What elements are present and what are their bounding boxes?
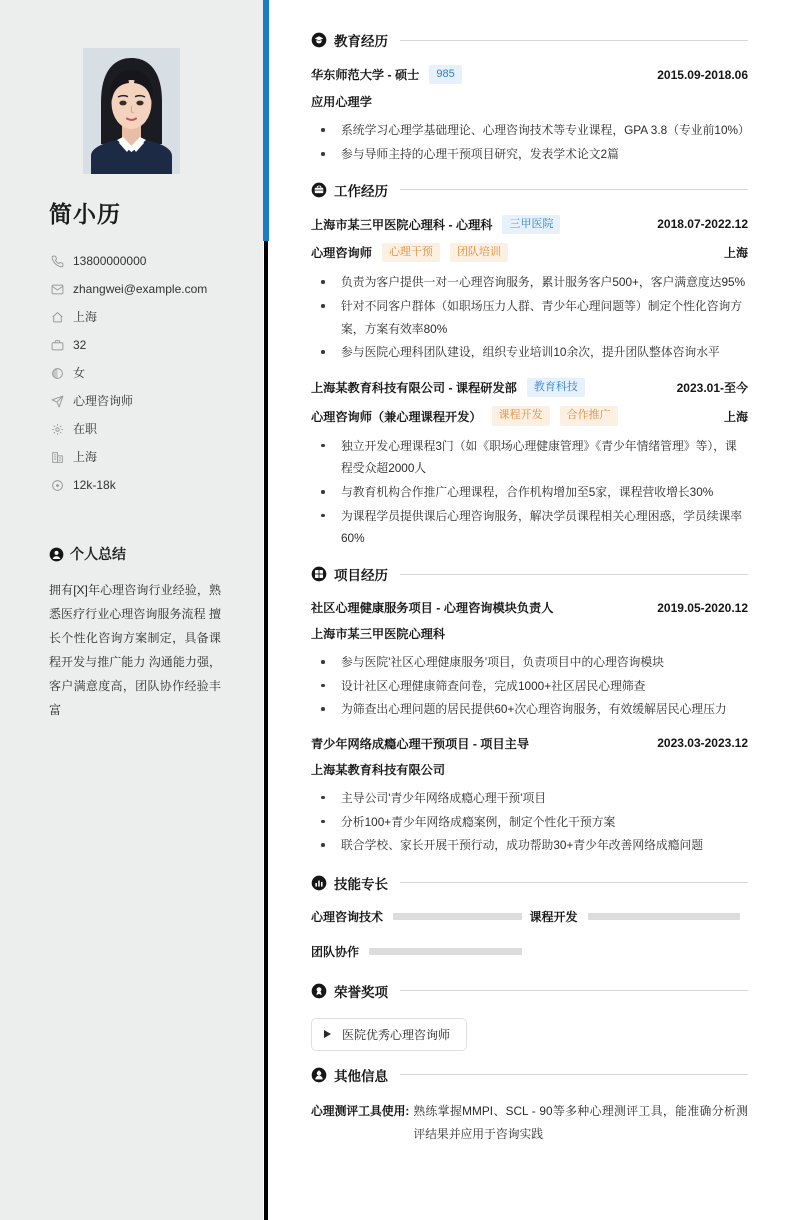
work-role-row [311,243,748,262]
work-role-tag: 团队培训 [450,243,508,262]
main-content [263,0,794,1220]
work-date: 2018.07-2022.12 [657,217,748,232]
skill-name: 心理咨询技术 [311,909,384,924]
section-skills [311,873,748,978]
project-title: 青少年网络成瘾心理干预项目 - 项目主导 [311,736,530,751]
work-role-tag: 合作推广 [560,406,618,425]
skills-grid [311,908,748,978]
project-bullet: 为筛查出心理问题的居民提供60+次心理咨询服务，有效缓解居民心理压力 [313,698,748,721]
work-location: 上海 [723,409,748,424]
status-icon [49,421,66,438]
work-entry-header [311,378,748,397]
project-bullets [313,651,748,721]
section-header-education [311,30,748,50]
work-bullets [313,435,748,550]
section-rule [400,1074,748,1075]
section-title-work: 工作经历 [334,183,388,199]
paper-plane-icon [49,393,66,410]
contact-item-hometown [49,303,263,331]
section-rule [400,882,748,883]
work-circle-icon [311,182,327,198]
project-org: 上海某教育科技有限公司 [311,762,446,777]
section-projects [311,564,748,857]
project-bullets [313,787,748,857]
project-entry [311,599,748,721]
briefcase-icon [49,337,66,354]
skill-progress-track [588,913,740,920]
project-bullet: 主导公司'青少年网络成瘾心理干预'项目 [313,787,748,810]
work-role-tag: 课程开发 [492,406,550,425]
project-entry-header [311,599,748,616]
play-triangle-icon [324,1030,331,1038]
work-bullet: 为课程学员提供课后心理咨询服务，解决学员课程相关心理困惑，学员续课率60% [313,505,748,550]
project-title: 社区心理健康服务项目 - 心理咨询模块负责人 [311,601,554,615]
education-bullets [313,119,748,165]
work-role-left [311,406,618,425]
contact-value-target-role: 心理咨询师 [73,393,134,408]
education-bullet: 系统学习心理学基础理论、心理咨询技术等专业课程，GPA 3.8（专业前10%） [313,119,748,142]
work-location: 上海 [723,246,748,261]
skill-progress-track [393,913,521,920]
personal-summary-title: 个人总结 [70,546,126,562]
work-bullet: 参与医院心理科团队建设，组织专业培训10余次，提升团队整体咨询水平 [313,341,748,364]
avatar [83,48,180,174]
section-header-skills [311,873,748,893]
education-entry-header [311,65,748,84]
contact-value-age: 32 [73,337,87,352]
section-header-work [311,180,748,200]
education-tag: 985 [429,65,461,84]
skill-name: 团队协作 [311,944,360,959]
project-entry [311,735,748,857]
project-date: 2023.03-2023.12 [657,736,748,751]
accent-bar-lower [264,241,268,1220]
honor-chip[interactable] [311,1018,467,1051]
section-title-other-info: 其他信息 [334,1068,388,1084]
personal-summary-text: 拥有[X]年心理咨询行业经验，熟悉医疗行业心理咨询服务流程 擅长个性化咨询方案制定，具备课程开发与推广能力 沟通能力强，客户满意度高，团队协作经验丰富 [49,583,221,717]
contact-value-salary: 12k-18k [73,477,116,492]
contact-item-status [49,415,263,443]
skill-name: 课程开发 [529,909,578,924]
contact-item-salary [49,471,263,499]
personal-summary-section [49,544,221,722]
phone-icon [49,253,66,270]
personal-summary-header [49,544,221,564]
skill-progress-track [369,948,521,955]
graduation-circle-icon [311,32,327,48]
work-role-tag: 心理干预 [382,243,440,262]
work-company: 上海市某三甲医院心理科 - 心理科 [311,217,493,232]
contact-value-gender: 女 [73,365,86,380]
contact-item-city [49,443,263,471]
contact-item-gender [49,359,263,387]
section-header-projects [311,564,748,584]
section-education [311,30,748,166]
contact-item-email [49,275,263,303]
work-entry-left [311,215,560,234]
contact-value-status: 在职 [73,421,98,436]
work-role-row [311,406,748,425]
section-other-info [311,1065,748,1146]
work-bullet: 与教育机构合作推广心理课程，合作机构增加至5家，课程营收增长30% [313,481,748,504]
education-major: 应用心理学 [311,95,372,110]
contact-item-target-role [49,387,263,415]
section-rule [400,189,748,190]
other-info-label: 心理测评工具使用: [311,1103,410,1118]
section-rule [400,574,748,575]
work-role: 心理咨询师 [311,246,372,261]
contact-list [49,247,263,499]
project-org: 上海市某三甲医院心理科 [311,627,446,641]
city-icon [49,449,66,466]
work-bullet: 针对不同客户群体（如职场压力人群、青少年心理问题等）制定个性化咨询方案，方案有效率80% [313,295,748,340]
project-date: 2019.05-2020.12 [657,600,748,615]
work-company: 上海某教育科技有限公司 - 课程研发部 [311,381,517,396]
honor-label: 医院优秀心理咨询师 [342,1027,451,1042]
chart-circle-icon [311,875,327,891]
section-header-other-info [311,1065,748,1085]
salary-icon [49,477,66,494]
skill-item [530,908,749,925]
work-entry-left [311,378,585,397]
work-bullet: 独立开发心理课程3门（如《职场心理健康管理》《青少年情绪管理》等），课程受众超2000人 [313,435,748,480]
person-circle-icon [49,547,64,562]
person-name: 简小历 [49,201,121,227]
work-bullets [313,271,748,364]
section-title-education: 教育经历 [334,34,388,49]
project-bullet: 联合学校、家长开展干预行动，成功帮助30+青少年改善网络成瘾问题 [313,834,748,857]
education-bullet: 参与导师主持的心理干预项目研究，发表学术论文2篇 [313,143,748,166]
contact-value-email: zhangwei@example.com [73,281,208,296]
section-title-projects: 项目经历 [334,568,388,583]
project-bullet: 设计社区心理健康筛查问卷，完成1000+社区居民心理筛查 [313,675,748,698]
section-work [311,180,748,550]
education-school: 华东师范大学 - 硕士 [311,68,420,83]
work-entry-header [311,215,748,234]
contact-value-hometown: 上海 [73,309,98,324]
work-role-left [311,243,508,262]
sidebar [0,0,263,1220]
education-date: 2015.09-2018.06 [657,67,748,82]
project-entry-header [311,735,748,752]
skill-item [311,908,530,925]
gender-icon [49,365,66,382]
work-entry [311,215,748,364]
project-bullet: 参与医院'社区心理健康服务'项目，负责项目中的心理咨询模块 [313,651,748,674]
work-role: 心理咨询师（兼心理课程开发） [311,409,482,424]
work-date: 2023.01-至今 [676,381,748,396]
work-entry [311,378,748,550]
skill-item [311,943,530,960]
section-honors [311,981,748,1055]
home-icon [49,309,66,326]
section-header-honors [311,981,748,1001]
contact-item-age [49,331,263,359]
contact-value-phone: 13800000000 [73,253,147,268]
contact-item-phone [49,247,263,275]
other-info-row [311,1100,748,1146]
award-circle-icon [311,983,327,999]
project-circle-icon [311,566,327,582]
section-title-skills: 技能专长 [334,876,388,892]
accent-bar [263,0,269,241]
avatar-photo-icon [83,48,180,174]
contact-value-city: 上海 [73,449,98,464]
section-title-honors: 荣誉奖项 [334,984,388,1000]
section-rule [400,40,748,41]
work-bullet: 负责为客户提供一对一心理咨询服务，累计服务客户500+，客户满意度达95% [313,271,748,294]
education-entry-left [311,65,462,84]
mail-icon [49,281,66,298]
info-circle-icon [311,1067,327,1083]
work-company-tag: 三甲医院 [502,215,560,234]
project-bullet: 分析100+青少年网络成瘾案例，制定个性化干预方案 [313,811,748,834]
section-rule [400,990,748,991]
other-info-value: 熟练掌握MMPI、SCL - 90等多种心理测评工具，能准确分析测评结果并应用于咨询实践 [413,1103,748,1141]
education-entry [311,65,748,166]
work-company-tag: 教育科技 [527,378,585,397]
